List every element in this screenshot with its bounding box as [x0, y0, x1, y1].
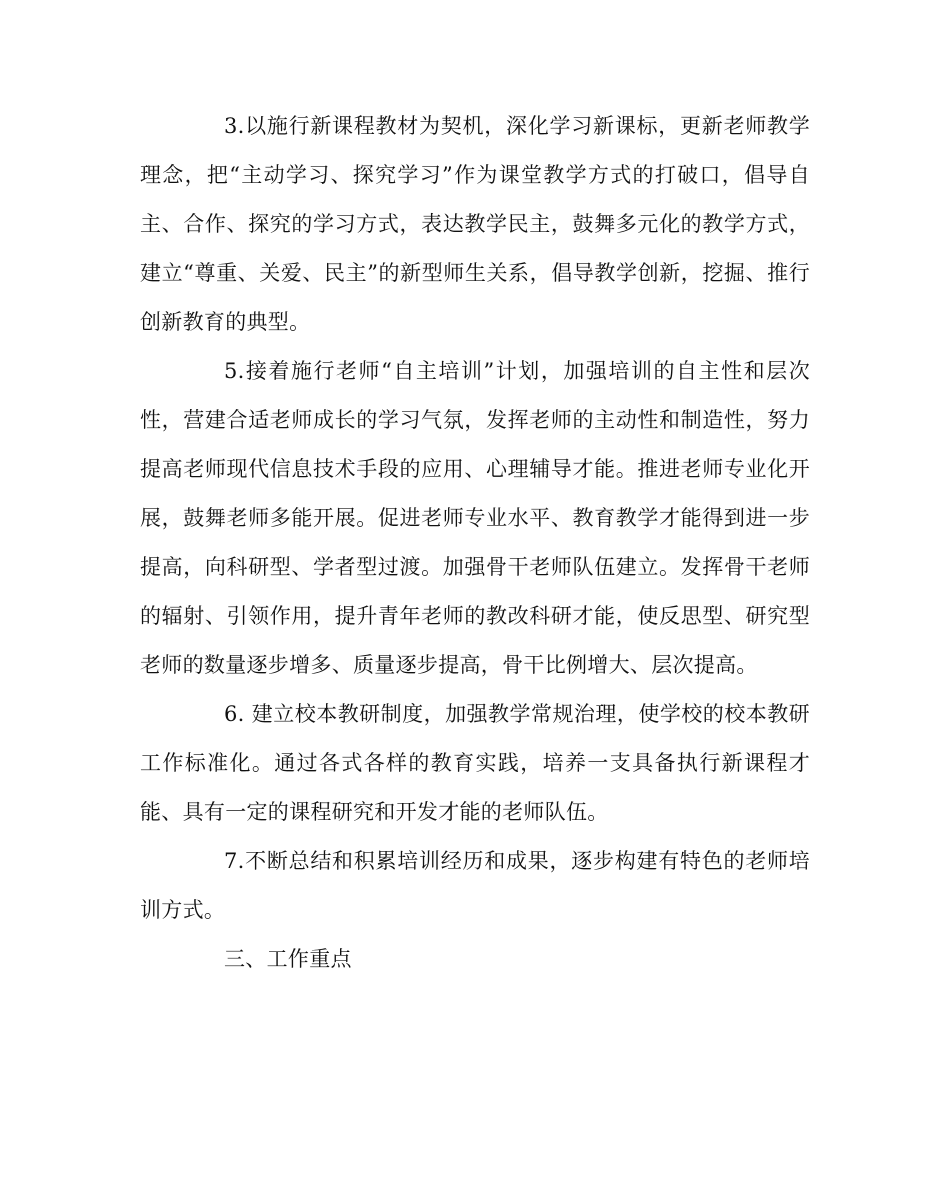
paragraph-item-6: 6. 建立校本教研制度，加强教学常规治理，使学校的校本教研工作标准化。通过各式各样的教育实践，培养一支具备执行新课程才能、具有一定的课程研究和开发才能的老师队伍。: [140, 702, 810, 824]
paragraph-item-7: 7.不断总结和积累培训经历和成果，逐步构建有特色的老师培训方式。: [140, 849, 810, 922]
document-body: [140, 102, 810, 984]
section-heading: 三、工作重点: [224, 947, 352, 971]
paragraph-item-5: 5.接着施行老师“自主培训”计划，加强培训的自主性和层次性，营建合适老师成长的学习气氛，发挥老师的主动性和制造性，努力提高老师现代信息技术手段的应用、心理辅导才能。推进老师专业化开展，鼓舞老师多能开展。促进老师专业水平、教育教学才能得到进一步提高，向科研型、学者型过渡。加强骨干老师队伍建立。发挥骨干老师的辐射、引领作用，提升青年老师的教改科研才能，使反思型、研究型老师的数量逐步增多、质量逐步提高，骨干比例增大、层次提高。: [140, 359, 810, 677]
paragraph-item-3: 3.以施行新课程教材为契机，深化学习新课标，更新老师教学理念，把“主动学习、探究学习”作为课堂教学方式的打破口，倡导自主、合作、探究的学习方式，表达教学民主，鼓舞多元化的教学方式，建立“尊重、关爱、民主”的新型师生关系，倡导教学创新，挖掘、推行创新教育的典型。: [140, 114, 810, 334]
